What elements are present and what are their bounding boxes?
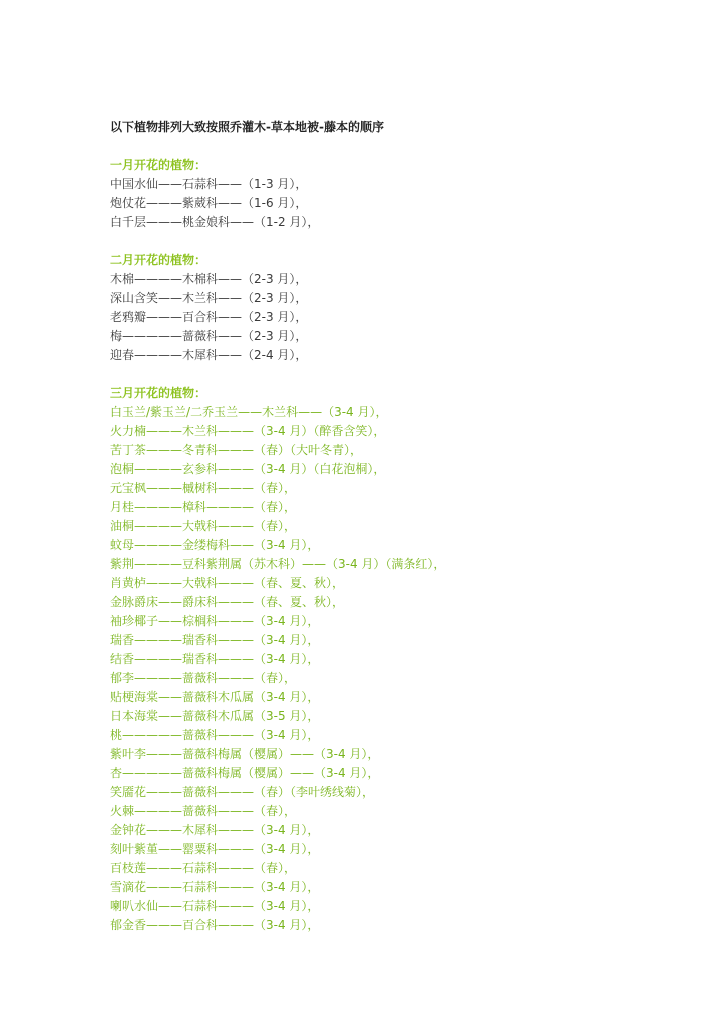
plant-list-item: 金钟花———木犀科———（3-4 月），: [110, 823, 320, 837]
plant-list-item: 刻叶紫堇——罂粟科———（3-4 月），: [110, 842, 320, 856]
plant-list-item: 贴梗海棠——蔷薇科木瓜属（3-4 月），: [110, 690, 320, 704]
section-heading: 三月开花的植物：: [110, 386, 207, 400]
plant-list-item: 中国水仙——石蒜科——（1-3 月），: [110, 177, 308, 191]
month-section: [110, 251, 710, 365]
plant-list-item: 蚊母————金缕梅科——（3-4 月），: [110, 538, 320, 552]
document-page: [110, 118, 710, 954]
plant-list-item: 杏—————蔷薇科梅属（樱属）——（3-4 月），: [110, 766, 380, 780]
section-heading: 一月开花的植物：: [110, 158, 207, 172]
plant-list-item: 梅—————蔷薇科——（2-3 月），: [110, 329, 308, 343]
plant-list-item: 金脉爵床——爵床科———（春、夏、秋），: [110, 595, 345, 609]
plant-list-item: 白千层———桃金娘科——（1-2 月），: [110, 215, 320, 229]
plant-list-item: 深山含笑——木兰科——（2-3 月），: [110, 291, 308, 305]
sections-container: [110, 156, 710, 935]
plant-list-item: 桃—————蔷薇科———（3-4 月），: [110, 728, 320, 742]
plant-list-item: 木棉————木棉科——（2-3 月），: [110, 272, 308, 286]
plant-list-item: 月桂————樟科————（春），: [110, 500, 297, 514]
plant-list-item: 日本海棠——蔷薇科木瓜属（3-5 月），: [110, 709, 320, 723]
plant-list-item: 火棘————蔷薇科———（春），: [110, 804, 297, 818]
plant-list-item: 炮仗花———紫葳科——（1-6 月），: [110, 196, 308, 210]
plant-list-item: 瑞香————瑞香科———（3-4 月），: [110, 633, 320, 647]
month-section: [110, 384, 710, 935]
plant-list-item: 郁李————蔷薇科———（春），: [110, 671, 297, 685]
plant-list-item: 郁金香———百合科———（3-4 月），: [110, 918, 320, 932]
plant-list-item: 苦丁茶———冬青科———（春）（大叶冬青），: [110, 443, 363, 457]
plant-list-item: 老鸦瓣———百合科——（2-3 月），: [110, 310, 308, 324]
plant-list-item: 喇叭水仙——石蒜科———（3-4 月），: [110, 899, 320, 913]
month-section: [110, 156, 710, 232]
plant-list-item: 元宝枫———槭树科———（春），: [110, 481, 297, 495]
plant-list-item: 迎春————木犀科——（2-4 月），: [110, 348, 308, 362]
plant-list-item: 结香————瑞香科———（3-4 月），: [110, 652, 320, 666]
plant-list-item: 袖珍椰子——棕榈科———（3-4 月），: [110, 614, 320, 628]
plant-list-item: 油桐————大戟科———（春），: [110, 519, 297, 533]
plant-list-item: 肖黄栌———大戟科———（春、夏、秋），: [110, 576, 345, 590]
plant-list-item: 百枝莲———石蒜科———（春），: [110, 861, 297, 875]
plant-list-item: 雪滴花———石蒜科———（3-4 月），: [110, 880, 320, 894]
plant-list-item: 紫荆————豆科紫荆属（苏木科）——（3-4 月）（满条红），: [110, 557, 446, 571]
plant-list-item: 火力楠———木兰科———（3-4 月）（醉香含笑），: [110, 424, 386, 438]
plant-list-item: 白玉兰/紫玉兰/二乔玉兰——木兰科——（3-4 月），: [110, 405, 388, 419]
section-heading: 二月开花的植物：: [110, 253, 207, 267]
intro-text: 以下植物排列大致按照乔灌木-草本地被-藤本的顺序: [110, 120, 384, 134]
plant-list-item: 泡桐————玄参科———（3-4 月）（白花泡桐），: [110, 462, 386, 476]
plant-list-item: 紫叶李———蔷薇科梅属（樱属）——（3-4 月），: [110, 747, 380, 761]
plant-list-item: 笑靥花———蔷薇科———（春）（李叶绣线菊），: [110, 785, 375, 799]
